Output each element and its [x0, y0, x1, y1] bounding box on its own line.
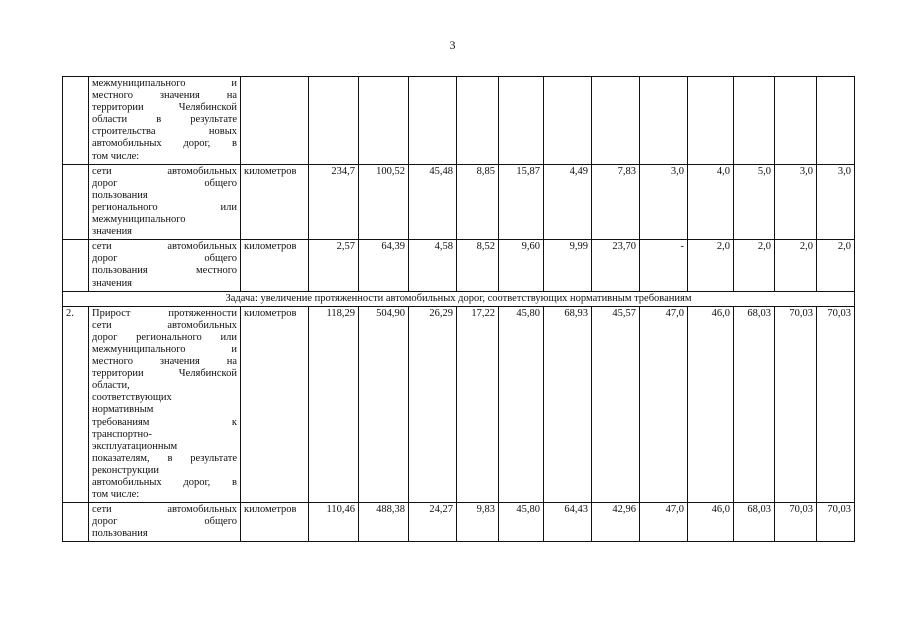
- row-index: [63, 503, 89, 542]
- description-line: автомобильных дорог, в: [92, 138, 237, 150]
- value-cell: 100,52: [359, 164, 409, 240]
- description-line: сети автомобильных: [92, 319, 237, 331]
- value-cell: 47,0: [640, 503, 688, 542]
- value-cell: 4,49: [544, 164, 592, 240]
- value-cell: [734, 77, 775, 165]
- value-cell: 70,03: [775, 503, 817, 542]
- indicator-table: [62, 76, 855, 542]
- row-index: 2.: [63, 306, 89, 503]
- value-cell: 68,03: [734, 306, 775, 503]
- description-line: сети автомобильных: [92, 165, 237, 177]
- value-cell: 8,52: [457, 240, 499, 291]
- value-cell: 488,38: [359, 503, 409, 542]
- value-cell: 8,85: [457, 164, 499, 240]
- row-index: [63, 240, 89, 291]
- value-cell: [409, 77, 457, 165]
- row-unit: [241, 77, 309, 165]
- row-index: [63, 77, 89, 165]
- description-line: регионального или: [92, 201, 237, 213]
- value-cell: 70,03: [817, 503, 855, 542]
- row-description: [89, 306, 241, 503]
- description-line: местного значения на: [92, 90, 237, 102]
- task-heading: Задача: увеличение протяженности автомобильных дорог, соответствующих нормативным требованиям: [63, 291, 855, 306]
- table-row: [63, 164, 855, 240]
- value-cell: [592, 77, 640, 165]
- value-cell: 234,7: [309, 164, 359, 240]
- description-line: транспортно-: [92, 428, 152, 440]
- description-line: межмуниципального и: [92, 78, 237, 89]
- value-cell: 3,0: [640, 164, 688, 240]
- row-description: [89, 503, 241, 542]
- value-cell: 15,87: [499, 164, 544, 240]
- description-line: соответствующих: [92, 392, 172, 404]
- value-cell: 46,0: [688, 503, 734, 542]
- value-cell: 42,96: [592, 503, 640, 542]
- value-cell: 504,90: [359, 306, 409, 503]
- value-cell: [775, 77, 817, 165]
- value-cell: 68,93: [544, 306, 592, 503]
- description-line: показателям, в результате: [92, 452, 237, 464]
- description-line: территории Челябинской: [92, 102, 237, 114]
- value-cell: 68,03: [734, 503, 775, 542]
- table-row: [63, 503, 855, 542]
- description-line: автомобильных дорог, в: [92, 477, 237, 488]
- value-cell: 9,83: [457, 503, 499, 542]
- value-cell: [309, 77, 359, 165]
- value-cell: [457, 77, 499, 165]
- value-cell: [359, 77, 409, 165]
- value-cell: 110,46: [309, 503, 359, 542]
- description-line: пользования местного: [92, 265, 237, 277]
- row-description: [89, 164, 241, 240]
- description-line: межмуниципального: [92, 214, 186, 226]
- value-cell: 9,99: [544, 240, 592, 291]
- description-line: области,: [92, 380, 130, 392]
- value-cell: 2,0: [688, 240, 734, 291]
- value-cell: 7,83: [592, 164, 640, 240]
- description-line: дорог регионального или: [92, 331, 237, 343]
- value-cell: 45,80: [499, 306, 544, 503]
- description-line: области в результате: [92, 114, 237, 126]
- description-line: дорог общего: [92, 177, 237, 189]
- table-row: [63, 77, 855, 165]
- value-cell: 26,29: [409, 306, 457, 503]
- row-description: [89, 77, 241, 165]
- description-line: межмуниципального и: [92, 343, 237, 355]
- description-line: строительства новых: [92, 126, 237, 138]
- value-cell: 5,0: [734, 164, 775, 240]
- table-row: [63, 240, 855, 291]
- value-cell: 70,03: [817, 306, 855, 503]
- value-cell: 2,57: [309, 240, 359, 291]
- row-unit: километров: [241, 164, 309, 240]
- value-cell: 24,27: [409, 503, 457, 542]
- value-cell: 17,22: [457, 306, 499, 503]
- page-number: 3: [449, 38, 456, 52]
- task-row: [63, 291, 855, 306]
- value-cell: 70,03: [775, 306, 817, 503]
- description-line: дорог общего: [92, 253, 237, 265]
- description-line: том числе:: [92, 150, 140, 162]
- row-unit: километров: [241, 240, 309, 291]
- description-line: значения: [92, 226, 133, 238]
- row-unit: километров: [241, 306, 309, 503]
- value-cell: [688, 77, 734, 165]
- description-line: пользования: [92, 528, 148, 540]
- value-cell: 118,29: [309, 306, 359, 503]
- value-cell: 47,0: [640, 306, 688, 503]
- description-line: значения: [92, 277, 133, 289]
- value-cell: 4,0: [688, 164, 734, 240]
- value-cell: 23,70: [592, 240, 640, 291]
- value-cell: 4,58: [409, 240, 457, 291]
- value-cell: [544, 77, 592, 165]
- description-line: требованиям к: [92, 416, 237, 428]
- value-cell: [499, 77, 544, 165]
- value-cell: 9,60: [499, 240, 544, 291]
- value-cell: 2,0: [775, 240, 817, 291]
- value-cell: 3,0: [775, 164, 817, 240]
- description-line: том числе:: [92, 489, 140, 501]
- row-unit: километров: [241, 503, 309, 542]
- value-cell: -: [640, 240, 688, 291]
- description-line: эксплуатационным: [92, 440, 178, 452]
- description-line: местного значения на: [92, 356, 237, 368]
- row-index: [63, 164, 89, 240]
- value-cell: [640, 77, 688, 165]
- description-line: территории Челябинской: [92, 368, 237, 380]
- row-description: [89, 240, 241, 291]
- description-line: Прирост протяженности: [92, 307, 237, 319]
- value-cell: 2,0: [734, 240, 775, 291]
- description-line: нормативным: [92, 404, 154, 416]
- value-cell: 64,39: [359, 240, 409, 291]
- value-cell: 45,80: [499, 503, 544, 542]
- value-cell: [817, 77, 855, 165]
- value-cell: 45,57: [592, 306, 640, 503]
- value-cell: 3,0: [817, 164, 855, 240]
- description-line: пользования: [92, 189, 148, 201]
- value-cell: 64,43: [544, 503, 592, 542]
- description-line: сети автомобильных: [92, 504, 237, 516]
- value-cell: 46,0: [688, 306, 734, 503]
- value-cell: 45,48: [409, 164, 457, 240]
- table-row: [63, 306, 855, 503]
- value-cell: 2,0: [817, 240, 855, 291]
- description-line: дорог общего: [92, 516, 237, 528]
- description-line: реконструкции: [92, 464, 160, 476]
- description-line: сети автомобильных: [92, 241, 237, 253]
